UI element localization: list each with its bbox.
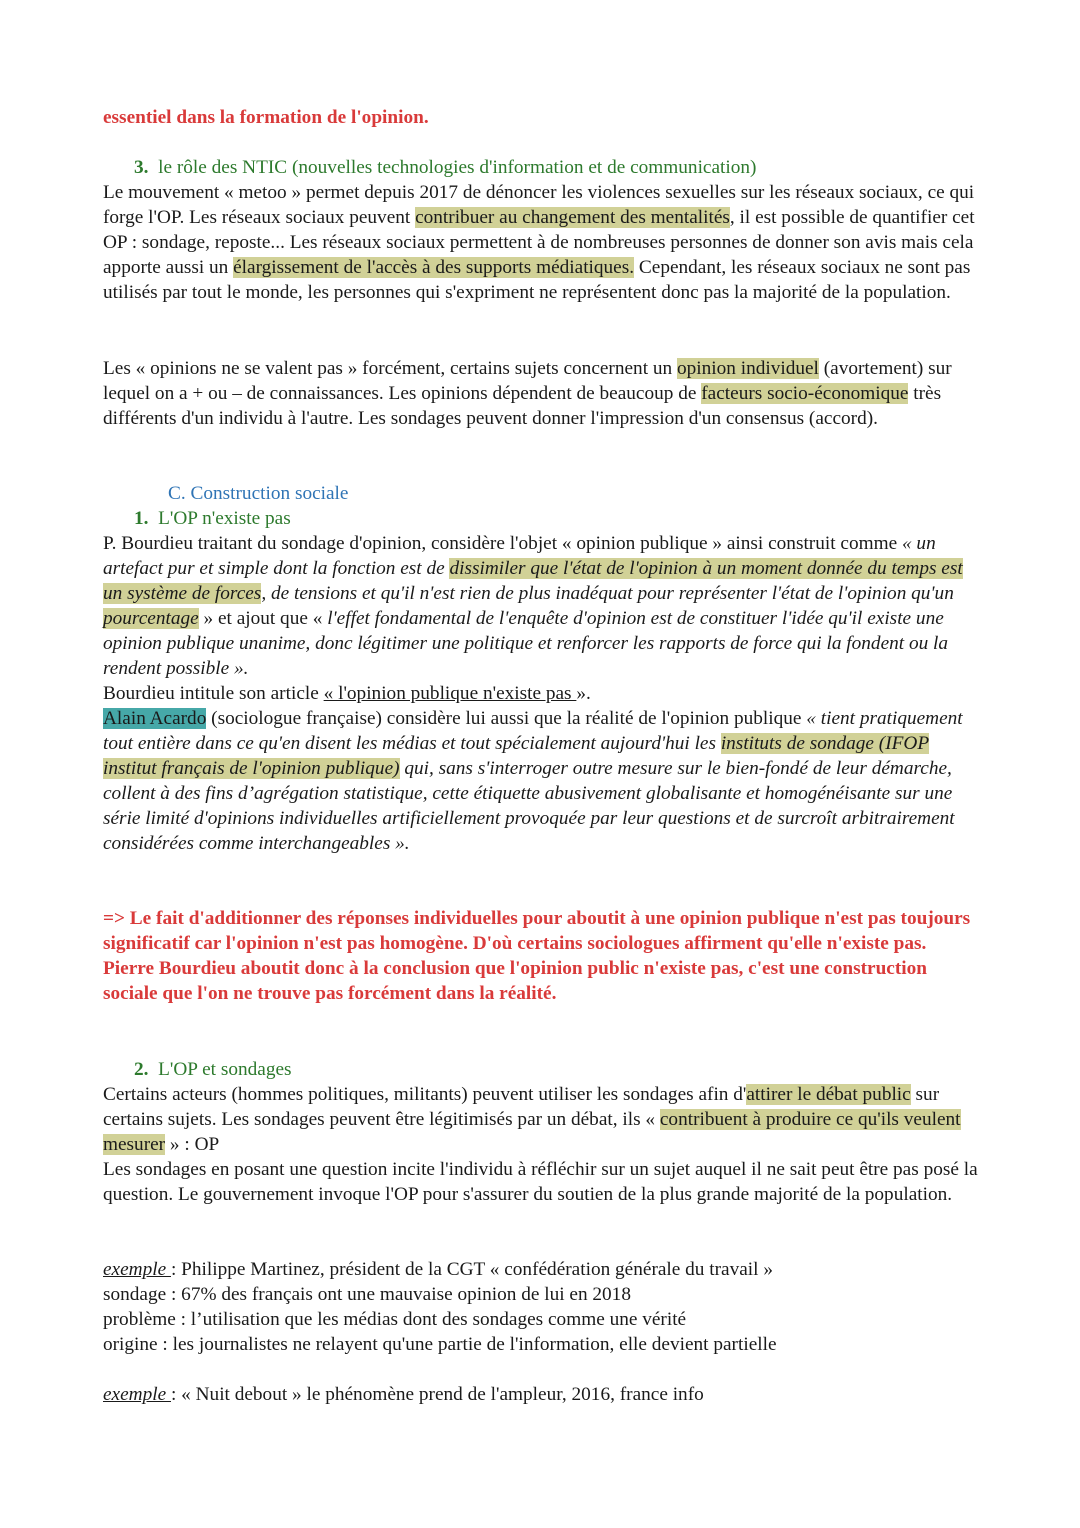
example-1-probleme: problème : l’utilisation que les médias dont des sondages comme une vérité (103, 1309, 687, 1330)
sondages-text-p2: Les sondages en posant une question incite l'individu à réfléchir sur un sujet auquel il ne sait peut être pas posé la question. Le gouvernement invoque l'OP pour s'assurer du soutien de la plus grande majorité de la population. (103, 1159, 978, 1205)
section-3-number: 3. (134, 157, 149, 178)
example-2-text: : « Nuit debout » le phénomène prend de l'ampleur, 2016, france info (170, 1384, 704, 1405)
section-3-paragraph (103, 180, 983, 305)
bourdieu-quote-b: , de tensions et qu'il n'est rien de plus inadéquat pour représenter l'état de l'opinion qu'un (261, 583, 954, 604)
acardo-quote-b: qui, sans s'interroger outre mesure sur le bien-fondé de leur démarche, collent à des fins d’agrégation statistique, cette étiquette abusivement globalisante et homogénéisante sur une série limité d'opinions individuelles artificiellement provoquée par leur questions et de surcroît arbitrairement considérées comme interchangeables ». (103, 758, 955, 854)
example-1-label: exemple (103, 1259, 171, 1280)
highlight-systeme-forces: dissimiler que l'état de l'opinion à un moment donnée du temps est un système de forces (103, 558, 963, 604)
conclusion-line-2: Pierre Bourdieu aboutit donc à la conclusion que l'opinion public n'existe pas, c'est une construction sociale que l'on ne trouve pas forcément dans la réalité. (103, 958, 928, 1004)
section-3-title: le rôle des NTIC (nouvelles technologies d'information et de communication) (158, 157, 757, 178)
opinions-text-a: Les « opinions ne se valent pas » forcément, certains sujets concernent un (103, 358, 677, 379)
acardo-paragraph (103, 706, 983, 856)
opinions-paragraph (103, 356, 983, 431)
bourdieu-text-d: » et ajout que « (198, 608, 328, 629)
acardo-text-a: (sociologue française) considère lui aussi que la réalité de l'opinion publique (206, 708, 807, 729)
highlight-instituts-sondage: instituts de sondage (IFOP institut français de l'opinion publique) (103, 733, 930, 779)
acardo-quote-a: « tient pratiquement tout entière dans ce qu'en disent les médias et tout spécialement aujourd'hui les (103, 708, 963, 754)
example-1 (103, 1257, 983, 1357)
bourdieu-text-f: Bourdieu intitule son article (103, 683, 324, 704)
bourdieu-paragraph (103, 531, 983, 706)
sondages-text-b: sur certains sujets. Les sondages peuvent être légitimisés par un débat, ils « (103, 1084, 940, 1130)
example-2-label: exemple (103, 1384, 171, 1405)
highlight-facteurs: facteurs socio-économique (701, 383, 909, 404)
section-c2-number: 2. (134, 1059, 149, 1080)
highlight-contribuent-produire: contribuent à produire ce qu'ils veulent mesurer (103, 1109, 961, 1155)
section-c1-heading (134, 506, 984, 531)
example-1-origine: origine : les journalistes ne relayent qu'une partie de l'information, elle devient partielle (103, 1334, 777, 1355)
conclusion-line-1: => Le fait d'additionner des réponses individuelles pour aboutit à une opinion publique n'est pas toujours significatif car l'opinion n'est pas homogène. D'où certains sociologues affirment qu'elle n'existe pas. (103, 908, 971, 954)
bourdieu-text-h: ». (576, 683, 591, 704)
example-1-sondage: sondage : 67% des français ont une mauvaise opinion de lui en 2018 (103, 1284, 631, 1305)
highlight-debat-public: attirer le débat public (746, 1084, 911, 1105)
example-2 (103, 1382, 983, 1407)
highlight-alain-acardo: Alain Acardo (103, 708, 207, 729)
bourdieu-article-title: « l'opinion publique n'existe pas (323, 683, 577, 704)
highlight-acces-medias: élargissement de l'accès à des supports médiatiques. (233, 257, 635, 278)
sondages-text-a: Certains acteurs (hommes politiques, militants) peuvent utiliser les sondages afin d' (103, 1084, 747, 1105)
section-3-text-b: , il est possible de quantifier cet OP : sondage, reposte... Les réseaux sociaux permettent à de nombreuses personnes de donner son avis mais cela apporte aussi un (103, 207, 975, 278)
highlight-opinion-individuel: opinion individuel (676, 358, 819, 379)
conclusion-paragraph (103, 906, 983, 1006)
section-3-text-a: Le mouvement « metoo » permet depuis 2017 de dénoncer les violences sexuelles sur les réseaux sociaux, ce qui forge l'OP. Les réseaux sociaux peuvent (103, 182, 975, 228)
highlight-pourcentage: pourcentage (103, 608, 199, 629)
opinions-text-b: (avortement) sur lequel on a + ou – de connaissances. Les opinions dépendent de beaucoup de (103, 358, 952, 404)
section-3-heading (134, 155, 984, 180)
example-1-text: : Philippe Martinez, président de la CGT « confédération générale du travail » (170, 1259, 773, 1280)
highlight-mentalites: contribuer au changement des mentalités (415, 207, 730, 228)
bourdieu-quote-a: « un artefact pur et simple dont la fonction est de (103, 533, 936, 579)
sondages-text-c: » : OP (165, 1134, 220, 1155)
intro-conclusion-text: essentiel dans la formation de l'opinion. (103, 107, 429, 128)
section-c2-title: L'OP et sondages (158, 1059, 292, 1080)
bourdieu-quote-c: l'effet fondamental de l'enquête d'opinion est de constituer l'idée qu'il existe une opinion publique unanime, donc légitimer une politique et renforcer les rapports de force qui la fondent ou la rendent possible ». (103, 608, 949, 679)
section-c1-number: 1. (134, 508, 149, 529)
section-c2-heading (134, 1057, 984, 1082)
opinions-text-c: très différents d'un individu à l'autre. Les sondages peuvent donner l'impression d'un consensus (accord). (103, 383, 942, 429)
section-c1-title: L'OP n'existe pas (158, 508, 291, 529)
section-3-text-c: Cependant, les réseaux sociaux ne sont pas utilisés par tout le monde, les personnes qui s'expriment ne représentent donc pas la majorité de la population. (103, 257, 971, 303)
section-c-heading: C. Construction sociale (168, 483, 349, 504)
sondages-paragraph (103, 1082, 983, 1207)
bourdieu-text-a: P. Bourdieu traitant du sondage d'opinion, considère l'objet « opinion publique » ainsi construit comme (103, 533, 902, 554)
